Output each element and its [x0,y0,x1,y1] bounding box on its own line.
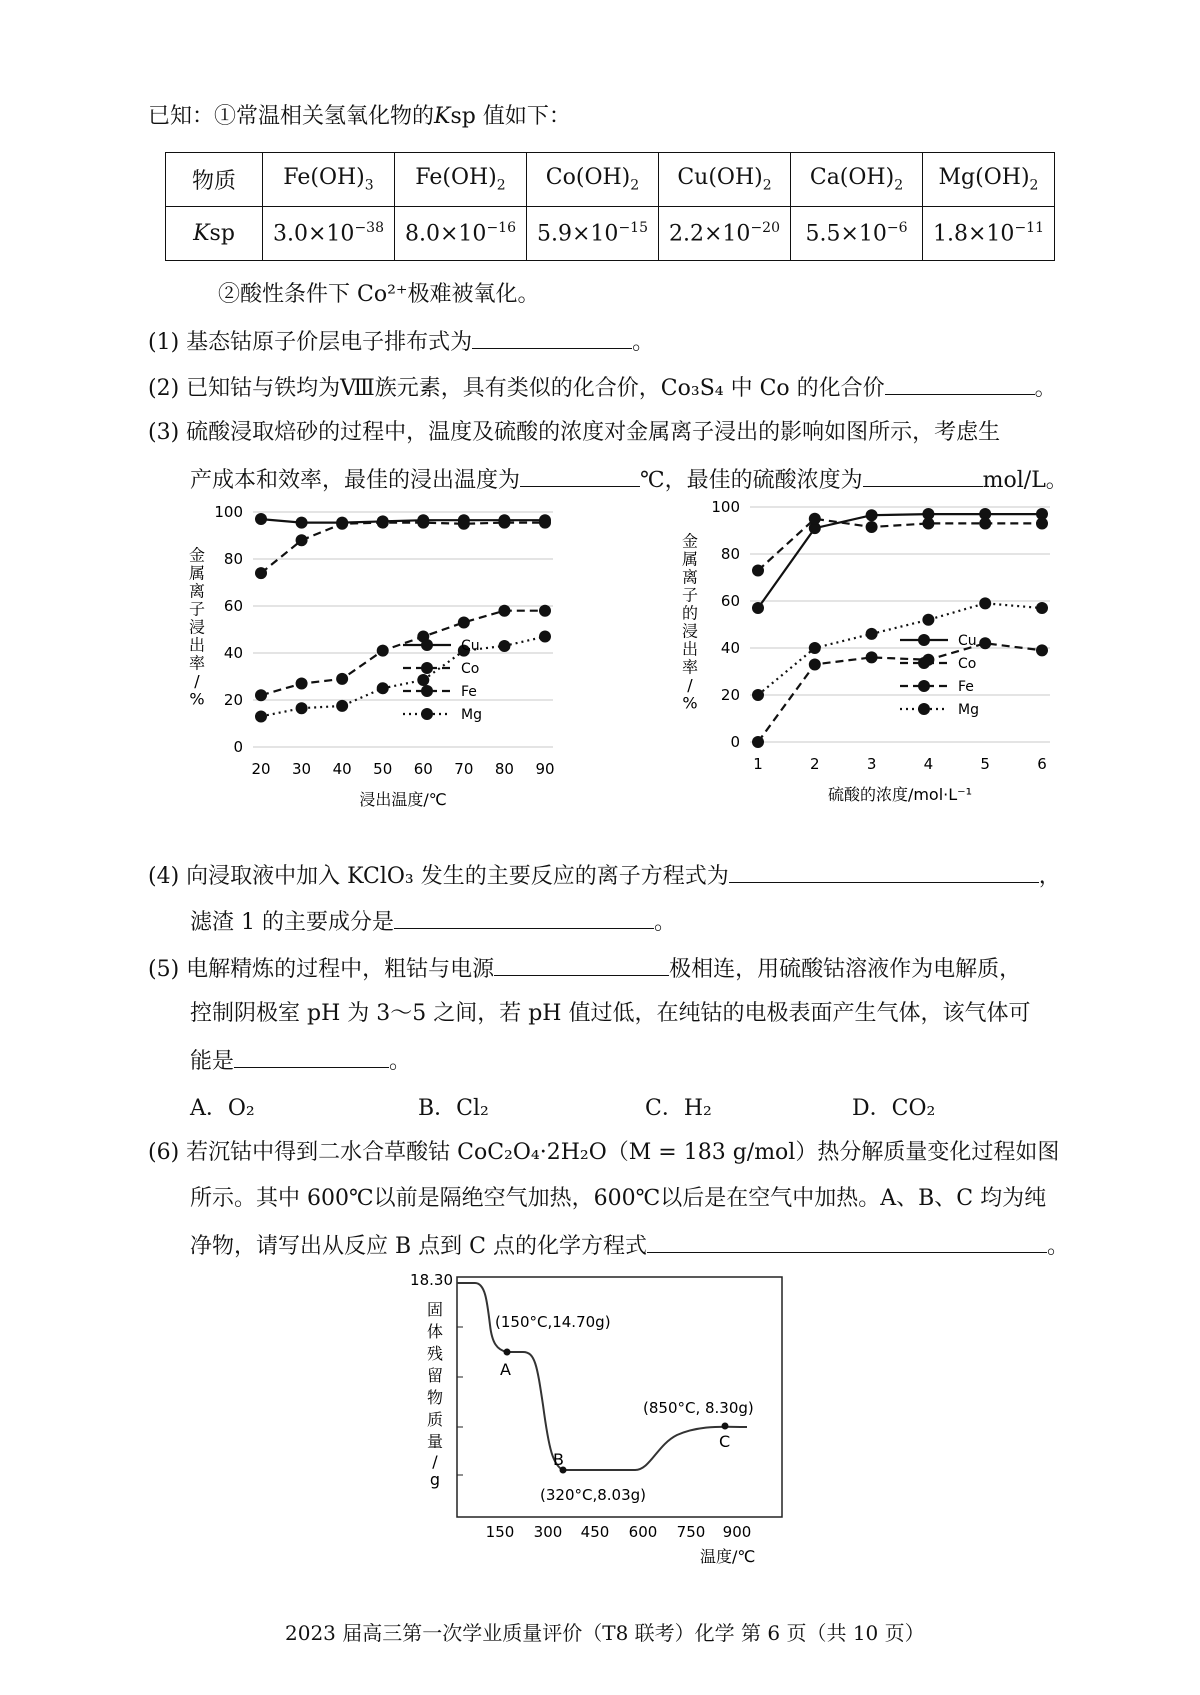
y-tick-label: 100 [214,503,243,521]
question-2-text: (2) 已知钴与铁均为Ⅷ族元素，具有类似的化合价，Co₃S₄ 中 Co 的化合价 [148,376,885,401]
chart-thermal-decomposition [395,1265,815,1570]
svg-text:量: 量 [426,1432,444,1451]
data-point-co [498,517,510,529]
legend-label: Co [461,661,480,677]
page-footer: 2023 届高三第一次学业质量评价（T8 联考）化学 第 6 页（共 10 页） [285,1621,925,1645]
answer-blank[interactable] [729,860,1039,883]
option-c[interactable]: C．H₂ [645,1096,712,1121]
data-point-mg [1036,602,1048,614]
question-6-line-3: 净物，请写出从反应 B 点到 C 点的化学方程式 。 [190,1230,1069,1262]
data-point-fe [377,645,389,657]
y-tick-label: 80 [223,550,243,568]
question-3-text-a: 产成本和效率，最佳的浸出温度为 [190,468,521,493]
svg-text:g: g [429,1470,441,1489]
question-6-line-2: 所示。其中 600℃以前是隔绝空气加热，600℃以后是在空气中加热。A、B、C 均为纯 [190,1186,1047,1211]
data-point-fe [809,658,821,670]
data-point-fe [336,673,348,685]
data-point-co [809,513,821,525]
question-4-text-b: 滤渣 1 的主要成分是 [190,910,394,935]
x-tick-label: 750 [676,1523,706,1541]
question-5-line-3: 能是 。 [190,1045,411,1077]
series-line-mg [758,603,1042,695]
question-2: (2) 已知钴与铁均为Ⅷ族元素，具有类似的化合价，Co₃S₄ 中 Co 的化合价 。 [148,372,1057,404]
option-a[interactable]: A．O₂ [190,1096,255,1121]
y-tick-label: 60 [223,597,243,615]
legend-label: Cu [461,638,480,654]
answer-blank[interactable] [234,1045,389,1068]
data-point-mg [922,614,934,626]
question-4-text: (4) 向浸取液中加入 KClO₃ 发生的主要反应的离子方程式为 [148,864,729,889]
legend-label: Fe [461,684,477,700]
question-6-line-1: (6) 若沉钴中得到二水合草酸钴 CoC₂O₄·2H₂O（M = 183 g/mol）热分解质量变化过程如图 [148,1140,1060,1165]
question-5-text-a: (5) 电解精炼的过程中，粗钴与电源 [148,957,495,982]
table-header-row [166,153,1055,207]
x-tick-label: 150 [485,1523,515,1541]
data-point-fe [498,605,510,617]
legend-marker [421,708,433,720]
legend-marker [918,634,930,646]
x-tick-label: 60 [413,760,433,778]
table-cell-substance: $Ca(OH)_2$ [791,153,923,207]
question-1-text: (1) 基态钴原子价层电子排布式为 [148,330,473,355]
question-3-line-2 [190,464,1068,496]
intro-text: 已知：①常温相关氢氧化物的 [148,104,435,129]
point-a-annotation: (150°C,14.70g) [495,1313,611,1331]
data-point-cu [255,513,267,525]
table-cell-substance: $Cu(OH)_2$ [659,153,791,207]
point-c-annotation: (850°C, 8.30g) [643,1399,754,1417]
point-a-label: A [500,1360,511,1379]
y-axis-title [427,1300,443,1489]
answer-blank[interactable] [472,326,632,349]
data-point-fe [255,689,267,701]
x-tick-label: 4 [923,755,934,773]
legend-marker [421,685,433,697]
x-tick-label: 450 [580,1523,610,1541]
x-tick-label: 600 [628,1523,658,1541]
point-a-marker [504,1349,511,1356]
legend-label: Mg [958,702,979,718]
question-1: (1) 基态钴原子价层电子排布式为 。 [148,326,654,358]
table-cell-ksp: $3.0\times 10^{-38}$ [263,207,395,261]
data-point-mg [296,702,308,714]
svg-text:残: 残 [426,1344,444,1363]
question-5-text-c: 能是 [190,1049,235,1074]
y-axis-title: 金属离子的浸出率/ % [681,531,699,713]
table-cell-ksp: $2.2\times 10^{-20}$ [659,207,791,261]
question-6-text: 净物，请写出从反应 B 点到 C 点的化学方程式 [190,1234,647,1259]
series-line-fe [758,643,1042,742]
x-tick-label: 40 [332,760,352,778]
intro-tail: 值如下： [482,104,571,129]
x-tick-label: 1 [753,755,763,773]
question-4-line-1: (4) 向浸取液中加入 KClO₃ 发生的主要反应的离子方程式为 ， [148,860,1061,892]
x-tick-label: 70 [454,760,474,778]
question-5-line-1 [148,953,1021,985]
table-row-label: Ksp [166,207,263,261]
legend-label: Co [958,656,977,672]
data-point-mg [809,642,821,654]
data-point-co [539,517,551,529]
question-4-line-2: 滤渣 1 的主要成分是 。 [190,906,676,938]
data-point-cu [296,517,308,529]
data-point-mg [752,689,764,701]
ksp-table [165,152,1055,261]
y-axis-title: 金属离子浸出率/ % [188,545,206,709]
y-tick-label: 20 [720,686,740,704]
legend-marker [918,703,930,715]
svg-text:体: 体 [426,1322,444,1341]
svg-text:留: 留 [426,1366,444,1385]
y-tick-label: 100 [711,498,740,516]
data-point-co [922,517,934,529]
question-3-text-b: ℃，最佳的硫酸浓度为 [640,468,863,493]
svg-text:质: 质 [426,1410,444,1429]
x-axis-title: 硫酸的浓度/mol·L⁻¹ [827,785,973,804]
intro-line: 已知：①常温相关氢氧化物的Ksp 值如下： [148,104,571,129]
legend-label: Cu [958,633,977,649]
data-point-cu [752,602,764,614]
x-tick-label: 30 [292,760,312,778]
data-point-mg [539,631,551,643]
answer-blank[interactable] [885,372,1035,395]
legend-marker [421,639,433,651]
point-c-marker [722,1423,729,1430]
data-point-fe [458,616,470,628]
data-point-mg [979,597,991,609]
y-tick-label: 40 [223,644,243,662]
chart-acid-concentration-leaching [670,495,1090,840]
table-cell-substance: $Co(OH)_2$ [527,153,659,207]
answer-blank[interactable] [863,464,983,487]
question-3-text-c: mol/L。 [982,468,1068,493]
data-point-co [377,517,389,529]
table-cell-substance: $Mg(OH)_2$ [923,153,1055,207]
table-cell-ksp: $5.5\times 10^{-6}$ [791,207,923,261]
table-cell-substance: $Fe(OH)_3$ [263,153,395,207]
data-point-mg [417,674,429,686]
answer-blank[interactable] [520,464,640,487]
data-point-co [458,518,470,530]
data-point-fe [1036,644,1048,656]
x-tick-label: 5 [980,755,990,773]
x-axis-title: 浸出温度/℃ [359,790,447,809]
y-tick-label: 60 [720,592,740,610]
y-tick-label: 0 [730,733,740,751]
answer-blank[interactable] [647,1230,1047,1253]
svg-text:固: 固 [426,1300,444,1319]
chart-temperature-leaching [185,500,615,845]
data-point-mg [498,640,510,652]
legend-marker [918,680,930,692]
data-point-fe [979,637,991,649]
point-b-annotation: (320°C,8.03g) [540,1486,646,1504]
table-cell-ksp: $5.9\times 10^{-15}$ [527,207,659,261]
option-b[interactable]: B．Cl₂ [418,1096,489,1121]
y-tick-label: 80 [720,545,740,563]
legend-marker [918,657,930,669]
answer-blank[interactable] [494,953,669,976]
note-2: ②酸性条件下 Co²⁺极难被氧化。 [218,282,540,307]
data-point-co [1036,517,1048,529]
y-tick-label: 20 [223,691,243,709]
data-point-co [866,521,878,533]
x-tick-label: 300 [533,1523,563,1541]
x-tick-label: 90 [535,760,555,778]
data-point-co [296,534,308,546]
y-tick-label: 40 [720,639,740,657]
y-tick-label: 0 [233,738,243,756]
x-tick-label: 50 [373,760,393,778]
option-d[interactable]: D．CO₂ [852,1096,936,1121]
table-cell-ksp: $1.8\times 10^{-11}$ [923,207,1055,261]
x-tick-label: 80 [494,760,514,778]
data-point-mg [866,628,878,640]
data-point-mg [377,682,389,694]
data-point-fe [866,651,878,663]
series-line-co [261,523,545,574]
y-tick-label: 18.30 [410,1271,453,1289]
data-point-co [752,564,764,576]
data-point-fe [296,678,308,690]
point-b-label: B [553,1450,564,1469]
data-point-fe [539,605,551,617]
ksp-symbol: K [434,104,451,129]
x-tick-label: 2 [810,755,820,773]
table-cell-ksp: $8.0\times 10^{-16}$ [395,207,527,261]
data-point-co [979,517,991,529]
question-5-text-b: 极相连，用硫酸钴溶液作为电解质， [669,957,1022,982]
svg-text:/: / [432,1452,438,1471]
data-point-cu [866,509,878,521]
point-c-label: C [719,1432,731,1451]
data-point-mg [336,700,348,712]
x-tick-label: 3 [866,755,877,773]
legend-label: Fe [958,679,974,695]
table-ksp-row [166,207,1055,261]
question-5-line-2: 控制阴极室 pH 为 3～5 之间，若 pH 值过低，在纯钴的电极表面产生气体，该气体可 [190,1001,1031,1026]
legend-marker [421,662,433,674]
svg-text:物: 物 [426,1388,444,1407]
data-point-co [417,517,429,529]
data-point-co [336,518,348,530]
data-point-co [255,567,267,579]
data-point-mg [255,710,267,722]
series-line-cu [758,514,1042,608]
table-cell-substance: $Fe(OH)_2$ [395,153,527,207]
x-tick-label: 20 [251,760,271,778]
x-tick-label: 900 [722,1523,752,1541]
data-point-fe [752,736,764,748]
table-header-label: 物质 [166,153,263,207]
question-3-line-1: (3) 硫酸浸取焙砂的过程中，温度及硫酸的浓度对金属离子浸出的影响如图所示，考虑生 [148,420,1001,445]
answer-blank[interactable] [394,906,654,929]
x-axis-title: 温度/℃ [700,1547,756,1566]
x-tick-label: 6 [1037,755,1047,773]
x-tick-labels [486,1523,752,1541]
legend-label: Mg [461,707,482,723]
series-line-co [758,519,1042,571]
